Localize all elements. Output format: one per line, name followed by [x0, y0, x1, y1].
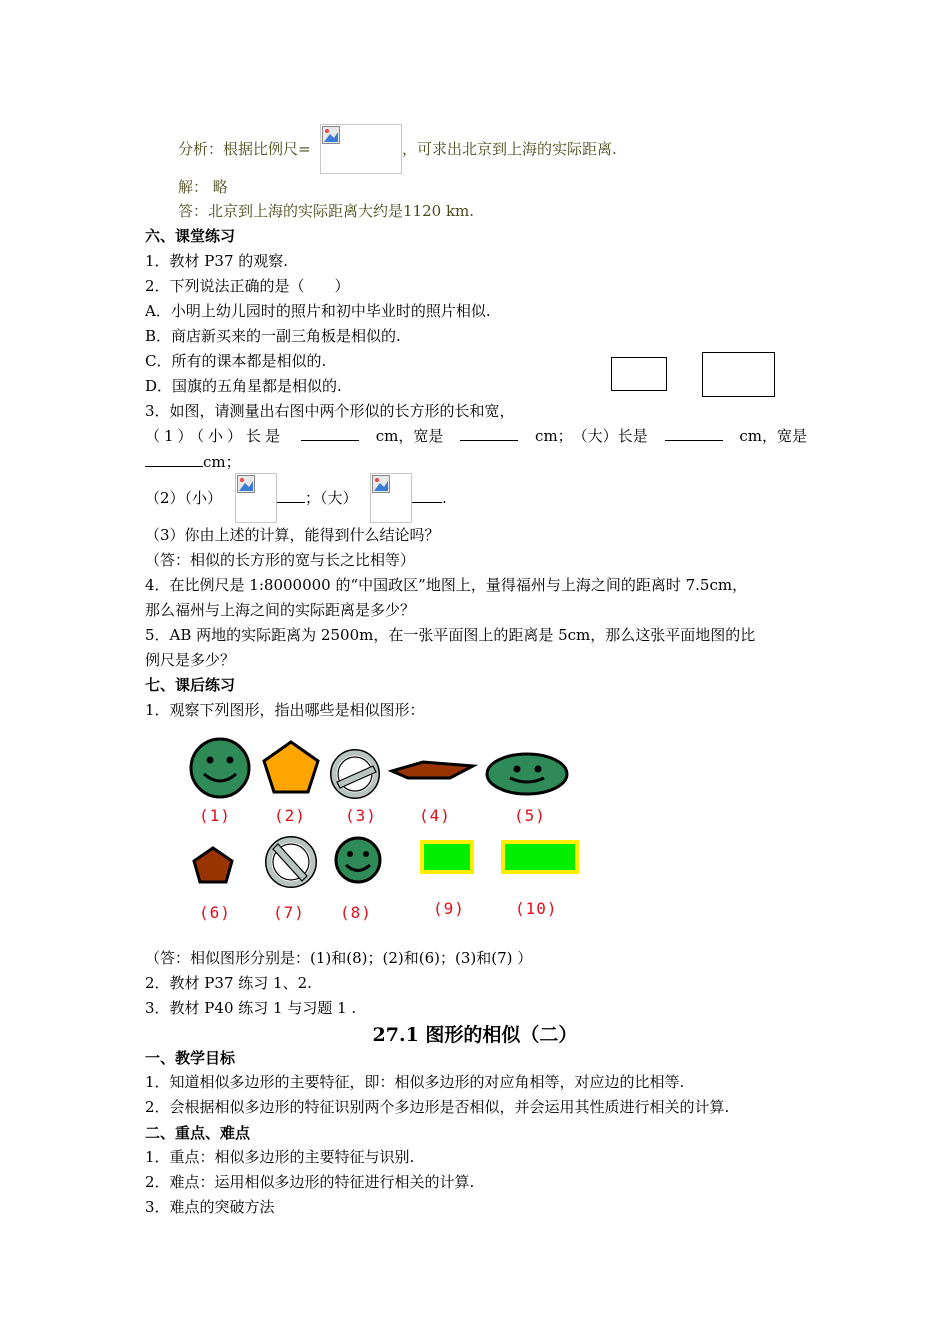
s6-q3-part2-c: [412, 488, 447, 508]
shape-3-prohibited-icon: [331, 750, 379, 798]
broken-image-icon: [322, 126, 340, 144]
label-9: (9): [433, 899, 465, 918]
label-4: (4): [419, 806, 451, 825]
s6-q3-part2-b: [277, 488, 358, 508]
section6-heading: 六、课堂练习: [145, 227, 236, 245]
analysis-suffix: ，可求出北京到上海的实际距离.: [402, 140, 617, 158]
s6-optD: D．国旗的五角星都是相似的.: [145, 377, 342, 395]
label-10: (10): [515, 899, 558, 918]
lesson-title: 27.1 图形的相似（二）: [372, 1024, 578, 1046]
key-2: 2．难点：运用相似多边形的特征进行相关的计算.: [145, 1173, 475, 1191]
s6-q4b: 那么福州与上海之间的实际距离是多少？: [145, 601, 416, 619]
s6-optA: A．小明上幼儿园时的照片和初中毕业时的照片相似.: [145, 302, 491, 320]
goal-2: 2．会根据相似多边形的特征识别两个多边形是否相似，并会运用其性质进行相关的计算.: [145, 1098, 730, 1116]
blank-small-width: [460, 426, 518, 441]
shape-10-rectangle-icon: [501, 840, 579, 874]
shape-8-small-smiley-icon: [336, 838, 380, 882]
solution-line: 解： 略: [178, 178, 228, 196]
key-3: 3．难点的突破方法: [145, 1198, 275, 1216]
q3-large-width-label: cm，宽是: [739, 427, 807, 445]
label-2: (2): [274, 806, 306, 825]
large-rectangle: [702, 352, 775, 397]
blank-small-ratio: [277, 488, 305, 503]
s6-q1: 1．教材 P37 的观察.: [145, 252, 289, 270]
shape-1-smiley-icon: [191, 739, 249, 797]
s6-q3-part1-cont: [145, 452, 241, 472]
s6-q3-answer: （答：相似的长方形的宽与长之比相等）: [145, 551, 416, 569]
broken-image-icon: [372, 475, 390, 493]
q3-period: .: [442, 489, 447, 507]
shape-6-small-pentagon-icon: [194, 848, 232, 882]
small-rectangle: [611, 357, 667, 391]
blank-small-length: [301, 426, 359, 441]
answer-line: 答：北京到上海的实际距离大约是1120 km.: [178, 202, 475, 220]
small-ratio-image-placeholder: [235, 473, 277, 523]
s7-answer: （答：相似图形分别是：(1)和(8)；(2)和(6)；(3)和(7) ）: [145, 949, 533, 967]
formula-image-placeholder: [320, 124, 402, 174]
s6-q2: 2．下列说法正确的是（ ）: [145, 277, 350, 295]
shape-9-rectangle-icon: [420, 840, 474, 874]
q3-small-length-label: （1）（小）长是: [145, 427, 285, 445]
label-6: (6): [199, 903, 231, 922]
blank-large-width: [145, 452, 203, 467]
s6-optC: C．所有的课本都是相似的.: [145, 352, 327, 370]
goals-heading: 一、教学目标: [145, 1049, 236, 1067]
analysis-line: [178, 139, 311, 159]
s6-q3-part3: （3）你由上述的计算，能得到什么结论吗？: [145, 526, 440, 544]
s7-q2: 2．教材 P37 练习 1、2.: [145, 974, 312, 992]
s6-q3-part2-a: （2）（小）: [145, 489, 223, 507]
label-7: (7): [273, 903, 305, 922]
broken-image-icon: [237, 475, 255, 493]
s6-q5a: 5．AB 两地的实际距离为 2500m，在一张平面图上的距离是 5cm，那么这张平面地图的比: [145, 626, 756, 644]
q3-small-width-label: cm，宽是: [375, 427, 444, 445]
blank-large-ratio: [412, 488, 442, 503]
large-ratio-image-placeholder: [370, 473, 412, 523]
q3-large-label: ；（大）: [305, 489, 358, 507]
shape-5-flat-smiley-icon: [487, 754, 567, 794]
s6-q3-part1: [145, 426, 807, 446]
s6-optB: B．商店新买来的一副三角板是相似的.: [145, 327, 401, 345]
shape-4-flat-pentagon-icon: [392, 762, 473, 778]
q3-large-length-label: cm； （大）长是: [535, 427, 648, 445]
analysis-prefix: 分析：根据比例尺=: [178, 140, 311, 158]
key-1: 1．重点：相似多边形的主要特征与识别.: [145, 1148, 415, 1166]
blank-large-length: [665, 426, 723, 441]
s6-q5b: 例尺是多少？: [145, 651, 236, 669]
label-3: (3): [345, 806, 377, 825]
label-5: (5): [514, 806, 546, 825]
label-1: (1): [199, 806, 231, 825]
s7-q3: 3．教材 P40 练习 1 与习题 1 .: [145, 999, 357, 1017]
shape-2-pentagon-icon: [264, 742, 318, 792]
label-8: (8): [340, 903, 372, 922]
goal-1: 1．知道相似多边形的主要特征，即：相似多边形的对应角相等，对应边的比相等.: [145, 1073, 685, 1091]
s7-q1: 1．观察下列图形，指出哪些是相似图形：: [145, 701, 425, 719]
shape-7-prohibited-icon: [266, 837, 316, 887]
q3-cm: cm；: [203, 453, 241, 471]
keypoints-heading: 二、重点、难点: [145, 1124, 251, 1142]
s6-q4a: 4．在比例尺是 1:8000000 的“中国政区”地图上，量得福州与上海之间的距离时 7.5cm，: [145, 576, 748, 594]
section7-heading: 七、课后练习: [145, 676, 236, 694]
s6-q3: 3．如图，请测量出右图中两个形似的长方形的长和宽，: [145, 402, 515, 420]
